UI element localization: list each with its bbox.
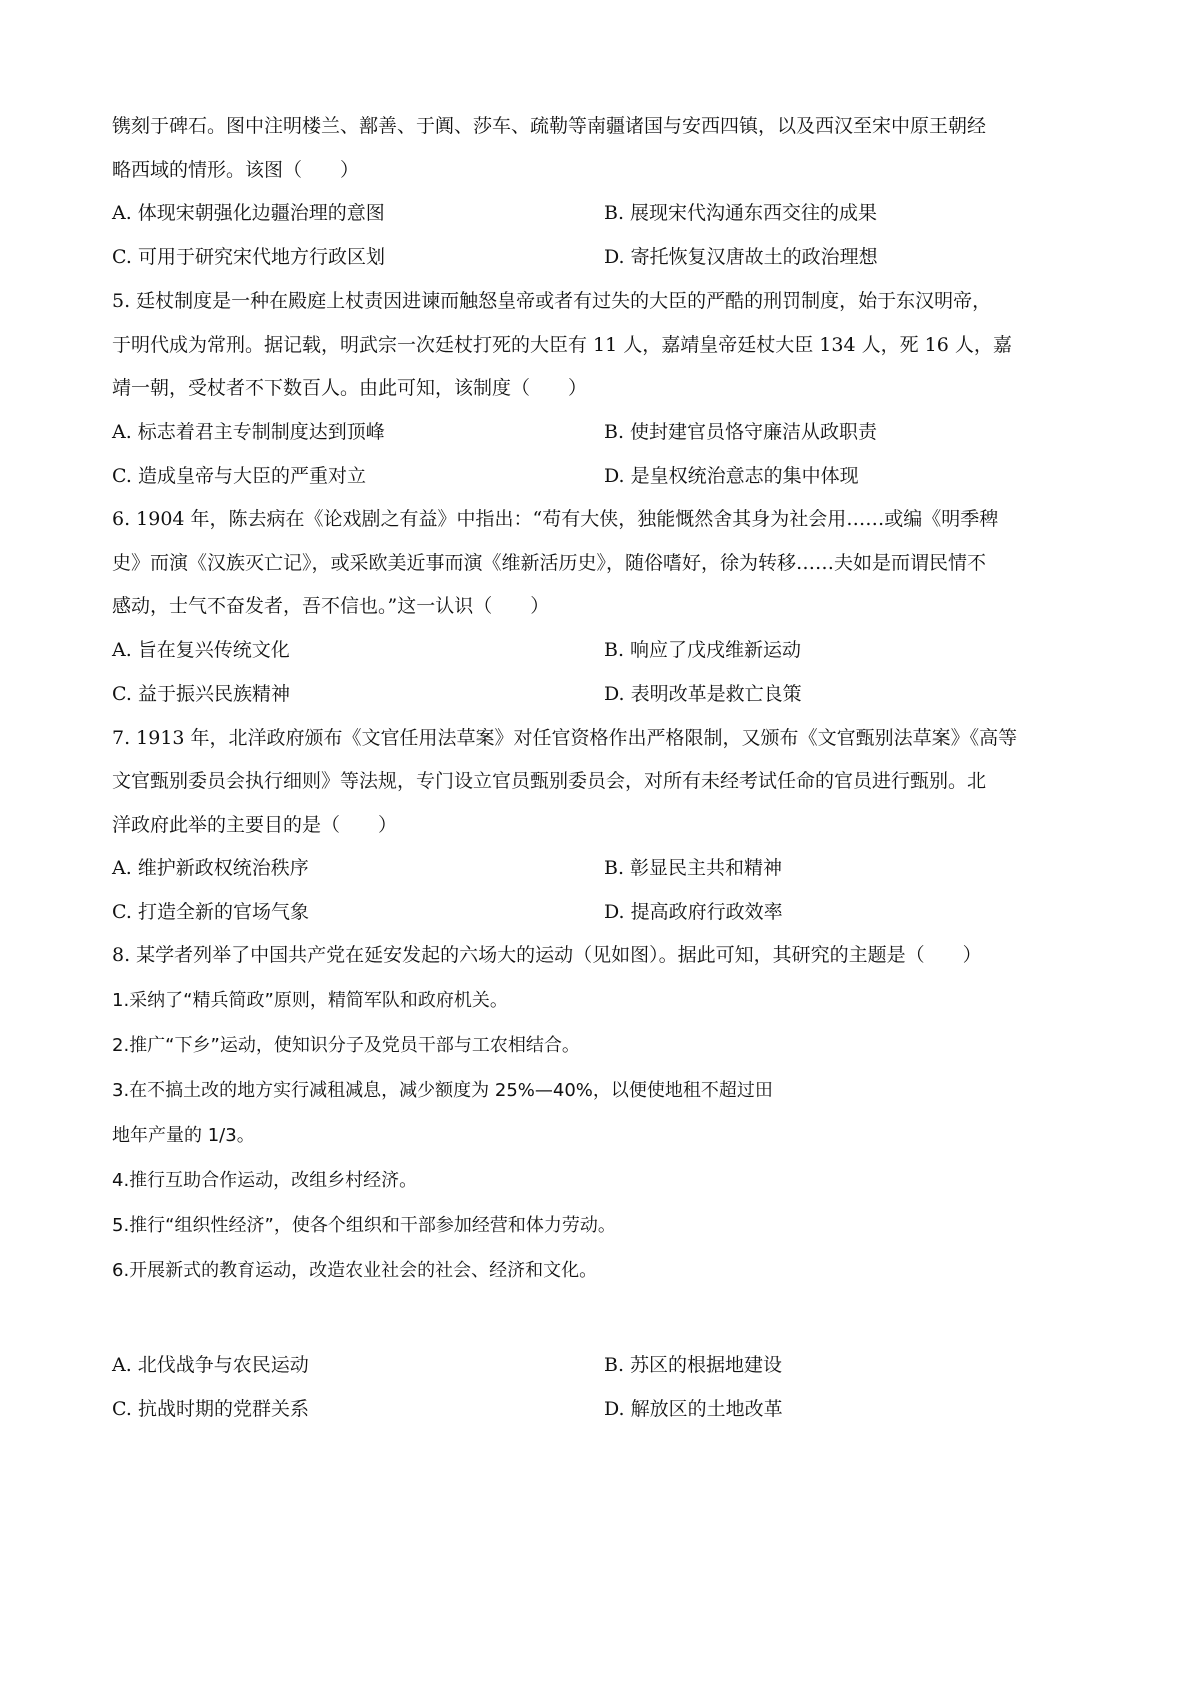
q7-stem-line-1: 7. 1913 年，北洋政府颁布《文官任用法草案》对任官资格作出严格限制，又颁布《文官甄别法草案》《高等: [112, 727, 1018, 749]
q7-stem-line-2: 文官甄别委员会执行细则》等法规，专门设立官员甄别委员会，对所有未经考试任命的官员进行甄别。北: [112, 770, 987, 792]
q6-stem-line-1: 6. 1904 年，陈去病在《论戏剧之有益》中指出：“苟有大侠，独能慨然舍其身为社会用……或编《明季稗: [112, 508, 999, 530]
q6-option-c[interactable]: C. 益于振兴民族精神: [112, 683, 290, 705]
q8-option-d[interactable]: D. 解放区的土地改革: [604, 1398, 783, 1420]
q5-option-a[interactable]: A. 标志着君主专制制度达到顶峰: [112, 421, 385, 443]
q4-option-b[interactable]: B. 展现宋代沟通东西交往的成果: [604, 202, 878, 224]
q5-stem-line-1: 5. 廷杖制度是一种在殿庭上杖责因进谏而触怒皇帝或者有过失的大臣的严酷的刑罚制度，始于东汉明帝，: [112, 290, 992, 312]
q6-stem-line-3: 感动，士气不奋发者，吾不信也。”这一认识（ ）: [112, 595, 550, 617]
q5-stem-line-2: 于明代成为常刑。据记载，明武宗一次廷杖打死的大臣有 11 人，嘉靖皇帝廷杖大臣 134 人，死 16 人，嘉: [112, 334, 1012, 356]
q6-option-b[interactable]: B. 响应了戊戌维新运动: [604, 639, 802, 661]
q7-option-c[interactable]: C. 打造全新的官场气象: [112, 901, 309, 923]
q4-stem-line-2: 略西域的情形。该图（ ）: [112, 159, 360, 181]
q4-option-a[interactable]: A. 体现宋朝强化边疆治理的意图: [112, 202, 385, 224]
q8-figure-item-1: 1.采纳了“精兵简政”原则，精简军队和政府机关。: [112, 990, 508, 1011]
q7-stem-line-3: 洋政府此举的主要目的是（ ）: [112, 814, 398, 836]
q8-figure-item-4: 4.推行互助合作运动，改组乡村经济。: [112, 1170, 418, 1191]
q4-option-c[interactable]: C. 可用于研究宋代地方行政区划: [112, 246, 385, 268]
q7-option-a[interactable]: A. 维护新政权统治秩序: [112, 857, 309, 879]
q8-figure-item-6: 6.开展新式的教育运动，改造农业社会的社会、经济和文化。: [112, 1260, 598, 1281]
q8-option-a[interactable]: A. 北伐战争与农民运动: [112, 1354, 309, 1376]
q5-option-c[interactable]: C. 造成皇帝与大臣的严重对立: [112, 465, 366, 487]
q8-option-c[interactable]: C. 抗战时期的党群关系: [112, 1398, 309, 1420]
q5-option-d[interactable]: D. 是皇权统治意志的集中体现: [604, 465, 859, 487]
q6-option-a[interactable]: A. 旨在复兴传统文化: [112, 639, 290, 661]
q6-option-d[interactable]: D. 表明改革是救亡良策: [604, 683, 802, 705]
q8-figure-item-5: 5.推行“组织性经济”，使各个组织和干部参加经营和体力劳动。: [112, 1215, 616, 1236]
q8-figure-item-3-cont: 地年产量的 1/3。: [112, 1125, 255, 1146]
q7-option-b[interactable]: B. 彰显民主共和精神: [604, 857, 783, 879]
q4-option-d[interactable]: D. 寄托恢复汉唐故土的政治理想: [604, 246, 878, 268]
q4-stem-line-1: 镌刻于碑石。图中注明楼兰、鄯善、于阗、莎车、疏勒等南疆诸国与安西四镇，以及西汉至宋中原王朝经: [112, 115, 987, 137]
q5-stem-line-3: 靖一朝，受杖者不下数百人。由此可知，该制度（ ）: [112, 377, 588, 399]
q8-option-b[interactable]: B. 苏区的根据地建设: [604, 1354, 783, 1376]
q5-option-b[interactable]: B. 使封建官员恪守廉洁从政职责: [604, 421, 878, 443]
q8-figure-item-3: 3.在不搞土改的地方实行减租减息，减少额度为 25%—40%，以便使地租不超过田: [112, 1080, 773, 1101]
q8-figure-item-2: 2.推广“下乡”运动，使知识分子及党员干部与工农相结合。: [112, 1035, 580, 1056]
q6-stem-line-2: 史》而演《汉族灭亡记》，或采欧美近事而演《维新活历史》，随俗嗜好，徐为转移……夫如是而谓民情不: [112, 552, 987, 574]
q8-stem-line-1: 8. 某学者列举了中国共产党在延安发起的六场大的运动（见如图）。据此可知，其研究的主题是（ ）: [112, 944, 982, 966]
q7-option-d[interactable]: D. 提高政府行政效率: [604, 901, 783, 923]
